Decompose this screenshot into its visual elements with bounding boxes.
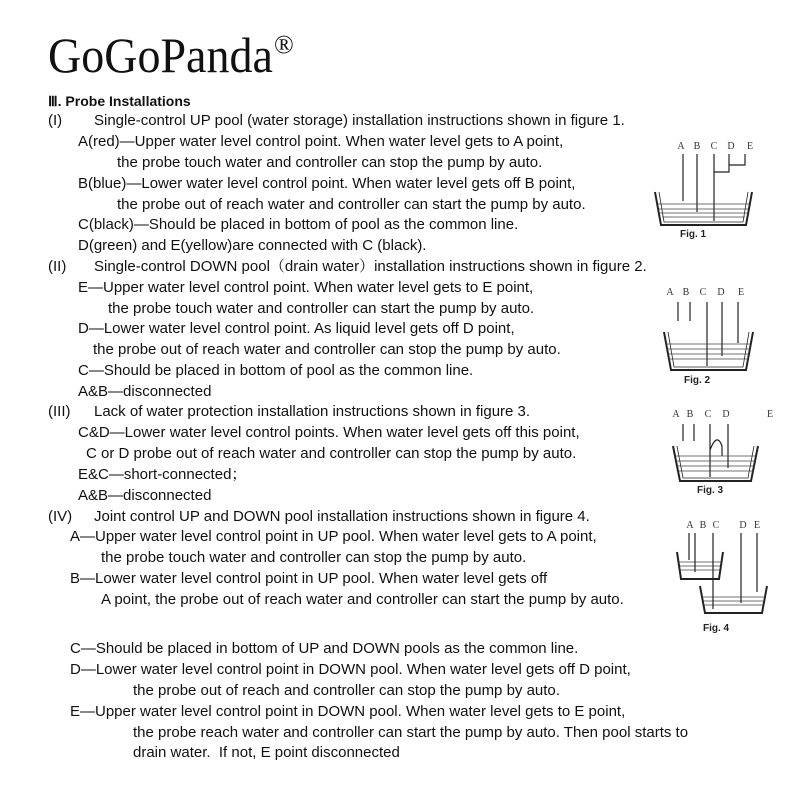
instruction-line: A(red)—Upper water level control point. When water level gets to A point, <box>78 133 564 150</box>
instruction-line: the probe out of reach and controller can stop the pump by auto. <box>133 682 560 699</box>
probe-label-a: A <box>686 520 694 531</box>
brand-name: GoGoPanda <box>48 27 273 83</box>
instruction-line: E—Upper water level control point. When water level gets to E point, <box>78 279 534 296</box>
registered-mark: ® <box>274 30 294 59</box>
probe-label-c: C <box>712 520 720 531</box>
instruction-line: D—Lower water level control point. As liquid level gets off D point, <box>78 320 515 337</box>
instruction-line: B(blue)—Lower water level control point. When water level gets off B point, <box>78 175 576 192</box>
probe-label-b: B <box>699 520 707 531</box>
pool-basin <box>664 332 753 370</box>
instruction-line: the probe touch water and controller can start the pump by auto. <box>108 300 535 317</box>
figure-caption: Fig. 3 <box>697 485 724 496</box>
instruction-line: C—Should be placed in bottom of pool as the common line. <box>78 362 474 379</box>
probe-label-b: B <box>686 409 694 420</box>
section-title: Single-control DOWN pool（drain water）installation instructions shown in figure 2. <box>94 258 647 275</box>
pool-basin <box>655 192 752 225</box>
up-pool-basin <box>677 552 723 579</box>
pool-basin-inner <box>668 332 749 367</box>
instruction-line: drain water. If not, E point disconnected <box>133 744 400 761</box>
section-title: Single-control UP pool (water storage) installation instructions shown in figure 1. <box>94 112 625 129</box>
instruction-line: E&C—short-connected； <box>78 466 247 483</box>
probe-label-c: C <box>704 409 712 420</box>
instruction-line: A&B—disconnected <box>78 383 212 400</box>
probe-label-e: E <box>753 520 761 531</box>
instruction-line: the probe out of reach water and controller can start the pump by auto. <box>117 196 586 213</box>
instruction-line: the probe touch water and controller can stop the pump by auto. <box>117 154 543 171</box>
section-number: (IV) <box>48 508 73 525</box>
instruction-line: A—Upper water level control point in UP pool. When water level gets to A point, <box>70 528 597 545</box>
probe-label-a: A <box>677 141 685 152</box>
instruction-line: C&D—Lower water level control points. When water level gets off this point, <box>78 424 580 441</box>
probe-label-e: E <box>746 141 754 152</box>
figure-4 <box>660 517 775 637</box>
figure-1 <box>645 132 775 244</box>
section-title: Lack of water protection installation instructions shown in figure 3. <box>94 403 531 420</box>
probe-label-a: A <box>666 287 674 298</box>
instruction-line: the probe reach water and controller can start the pump by auto. Then pool starts to <box>133 724 689 741</box>
probe-label-d: D <box>717 287 725 298</box>
section-number: (I) <box>48 112 63 129</box>
probe-d <box>714 154 729 172</box>
probe-label-c: C <box>710 141 718 152</box>
probe-e-short-connection <box>710 440 722 456</box>
section-heading: Ⅲ. Probe Installations <box>48 93 191 109</box>
figure-caption: Fig. 1 <box>680 229 707 240</box>
section-title: Joint control UP and DOWN pool installation instructions shown in figure 4. <box>94 508 590 525</box>
probe-e <box>729 154 745 165</box>
probe-label-d: D <box>739 520 747 531</box>
probe-label-e: E <box>766 409 774 420</box>
probe-label-b: B <box>693 141 701 152</box>
instruction-line: the probe touch water and controller can stop the pump by auto. <box>101 549 527 566</box>
probe-label-c: C <box>699 287 707 298</box>
probe-label-d: D <box>727 141 735 152</box>
figure-2 <box>655 280 775 386</box>
instruction-line: B—Lower water level control point in UP pool. When water level gets off <box>70 570 548 587</box>
figure-caption: Fig. 4 <box>703 623 730 634</box>
instruction-line: D—Lower water level control point in DOWN pool. When water level gets off D point, <box>70 661 631 678</box>
figure-3 <box>665 404 780 496</box>
probe-label-a: A <box>672 409 680 420</box>
probe-label-d: D <box>722 409 730 420</box>
pool-basin-inner <box>659 192 748 222</box>
section-number: (III) <box>48 403 71 420</box>
instruction-line: C—Should be placed in bottom of UP and DOWN pools as the common line. <box>70 640 579 657</box>
instruction-line: E—Upper water level control point in DOWN pool. When water level gets to E point, <box>70 703 626 720</box>
instruction-line: A point, the probe out of reach water and controller can start the pump by auto. <box>101 591 624 608</box>
instruction-line: the probe out of reach water and controller can stop the pump by auto. <box>93 341 561 358</box>
figure-caption: Fig. 2 <box>684 375 711 386</box>
instruction-line: C or D probe out of reach water and controller can stop the pump by auto. <box>86 445 577 462</box>
pool-basin-inner <box>677 446 754 478</box>
pool-basin <box>673 446 758 481</box>
instruction-line: A&B—disconnected <box>78 487 212 504</box>
section-number: (II) <box>48 258 67 275</box>
probe-label-e: E <box>737 287 745 298</box>
instruction-line: C(black)—Should be placed in bottom of pool as the common line. <box>78 216 519 233</box>
instruction-line: D(green) and E(yellow)are connected with C (black). <box>78 237 427 254</box>
probe-label-b: B <box>682 287 690 298</box>
